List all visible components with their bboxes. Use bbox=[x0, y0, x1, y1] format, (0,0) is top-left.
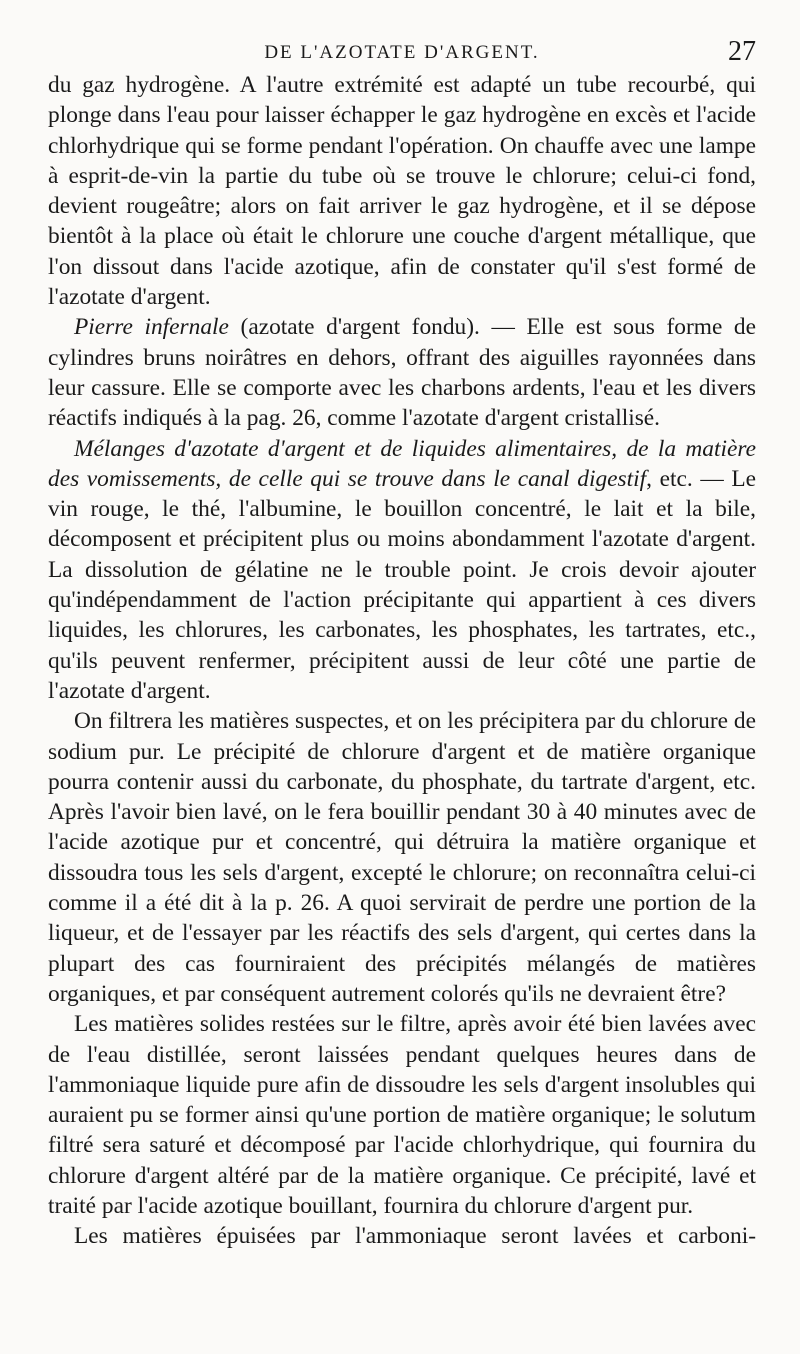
paragraph-4: On filtrera les matières suspectes, et on les précipitera par du chlorure de sodium pur. Le précipité de chlorure d'argent et de matière organique pourra contenir aussi du carbonate, du phosphate, du tartrate d'argent, etc. Après l'avoir bien lavé, on le fera bouillir pendant 30 à 40 minutes avec de l'acide azotique pur et concentré, qui détruira la matière organique et dissoudra tous les sels d'argent, excepté le chlorure; on reconnaîtra celui-ci comme il a été dit à la p. 26. A quoi servirait de perdre une portion de la liqueur, et de l'essayer par les réactifs des sels d'argent, qui certes dans la plupart des cas fourniraient des précipités mélangés de matières organiques, et par conséquent autrement colorés qu'ils ne devraient être? bbox=[48, 708, 756, 1007]
paragraph-6: Les matières épuisées par l'ammoniaque seront lavées et carboni- bbox=[74, 1223, 756, 1250]
paragraph-3 bbox=[48, 434, 756, 707]
section-title-melanges: Mélanges d'azotate d'argent et de liquides alimentaires bbox=[74, 435, 612, 462]
paragraph-5: Les matières solides restées sur le filtre, après avoir été bien lavées avec de l'eau distillée, seront laissées pendant quelques heures dans de l'ammoniaque liquide pure afin de dissoudre les sels d'argent insolubles qui auraient pu se former ainsi qu'une portion de matière organique; le solutum filtré sera saturé et décomposé par l'acide chlorhydrique, qui fournira du chlorure d'argent altéré par de la matière organique. Ce précipité, lavé et traité par l'acide azotique bouillant, fournira du chlorure d'argent pur. bbox=[48, 1011, 756, 1219]
section-title-melanges-cont: , de la matière des vomissements, de celle qui se trouve dans le canal digestif bbox=[48, 435, 756, 492]
paragraph-3-text: , etc. — Le vin rouge, le thé, l'albumine, le bouillon concentré, le lait et la bile, décomposent et précipitent plus ou moins abondamment l'azotate d'argent. La dissolution de gélatine ne le trouble point. Je crois devoir ajouter qu'indépendamment de l'action précipitante qui appartient à ces divers liquides, les chlorures, les carbonates, les phosphates, les tartrates, etc., qu'ils peuvent renfermer, précipitent aussi de leur côté une partie de l'azotate d'argent. bbox=[48, 465, 756, 704]
section-title-pierre-infernale: Pierre infernale bbox=[74, 314, 229, 341]
page-header bbox=[48, 36, 756, 66]
page-body bbox=[48, 70, 756, 1252]
page-number: 27 bbox=[728, 36, 756, 67]
paragraph-2 bbox=[48, 312, 756, 433]
paragraph-1: du gaz hydrogène. A l'autre extrémité est adapté un tube recourbé, qui plonge dans l'eau pour laisser échapper le gaz hydrogène en excès et l'acide chlorhydrique qui se forme pendant l'opération. On chauffe avec une lampe à esprit-de-vin la partie du tube où se trouve le chlorure; celui-ci fond, devient rougeâtre; alors on fait arriver le gaz hydrogène, et il se dépose bientôt à la place où était le chlorure une couche d'argent métallique, que l'on dissout dans l'acide azotique, afin de constater qu'il s'est formé de l'azotate d'argent. bbox=[48, 72, 756, 311]
paragraph-2-text: (azotate d'argent fondu). — Elle est sous forme de cylindres bruns noirâtres en dehors, offrant des aiguilles rayonnées dans leur cassure. Elle se comporte avec les charbons ardents, l'eau et les divers réactifs indiqués à la pag. 26, comme l'azotate d'argent cristallisé. bbox=[48, 314, 756, 432]
running-title: DE L'AZOTATE D'ARGENT. bbox=[264, 42, 540, 63]
